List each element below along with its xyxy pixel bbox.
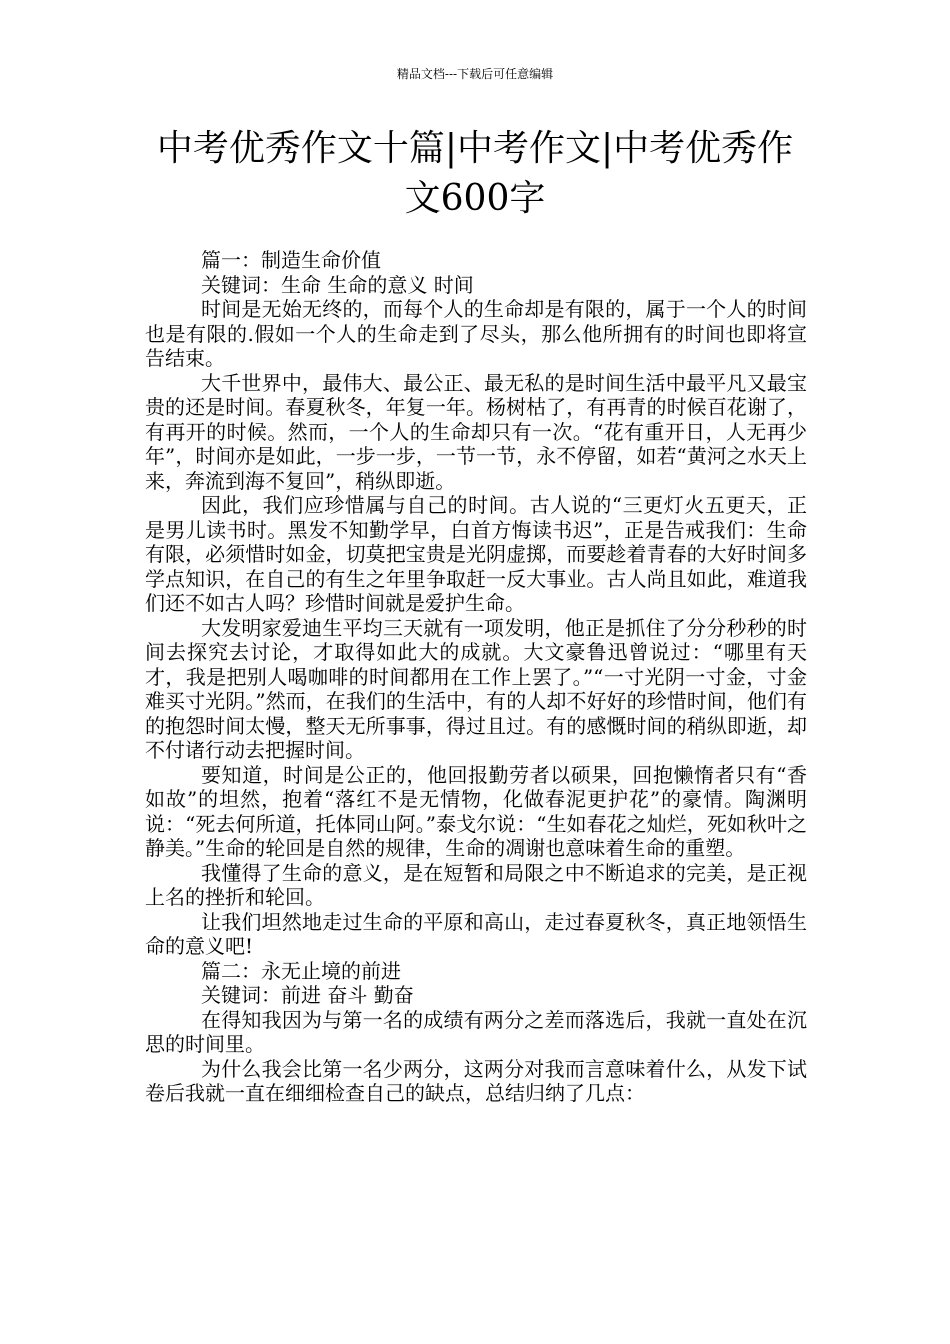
section-heading-1: 篇一：制造生命价值 <box>201 248 381 272</box>
paragraph: 因此，我们应珍惜属与自己的时间。古人说的“三更灯火五更天，正是男儿读书时。黑发不知勤学早，白首方悔读书迟”，正是告戒我们：生命有限，必须惜时如金，切莫把宝贵是光阴虚掷，而要趁着青春的大好时间多学点知识，在自己的有生之年里争取赶一反大事业。古人尚且如此，难道我们还不如古人吗？珍惜时间就是爱护生命。 <box>145 493 807 615</box>
paragraph: 让我们坦然地走过生命的平原和高山，走过春夏秋冬，真正地领悟生命的意义吧! <box>145 909 807 958</box>
keywords-1: 关键词：生命 生命的意义 时间 <box>201 272 474 297</box>
paragraph: 大千世界中，最伟大、最公正、最无私的是时间生活中最平凡又最宝贵的还是时间。春夏秋冬，年复一年。杨树枯了，有再青的时候百花谢了，有再开的时候。然而，一个人的生命却只有一次。“花有重开日，人无再少年”，时间亦是如此，一步一步，一节一节，永不停留，如若“黄河之水天上来，奔流到海不复回”，稍纵即逝。 <box>145 370 807 493</box>
paragraph: 在得知我因为与第一名的成绩有两分之差而落选后，我就一直处在沉思的时间里。 <box>145 1007 807 1056</box>
paragraph: 时间是无始无终的，而每个人的生命却是有限的，属于一个人的时间也是有限的.假如一个人的生命走到了尽头，那么他所拥有的时间也即将宣告结束。 <box>145 297 807 370</box>
paragraph: 为什么我会比第一名少两分，这两分对我而言意味着什么，从发下试卷后我就一直在细细检查自己的缺点，总结归纳了几点： <box>145 1056 807 1105</box>
paragraph: 大发明家爱迪生平均三天就有一项发明，他正是抓住了分分秒秒的时间去探究去讨论，才取得如此大的成就。大文豪鲁迅曾说过：“哪里有天才，我是把别人喝咖啡的时间都用在工作上罢了。”“一寸光阴一寸金，寸金难买寸光阴。”然而，在我们的生活中，有的人却不好好的珍惜时间，他们有的抱怨时间太慢，整天无所事事，得过且过。有的感慨时间的稍纵即逝，却不付诸行动去把握时间。 <box>145 615 807 762</box>
paragraph: 我懂得了生命的意义，是在短暂和局限之中不断追求的完美，是正视上名的挫折和轮回。 <box>145 860 807 909</box>
paragraph: 要知道，时间是公正的，他回报勤劳者以硕果，回抱懒惰者只有“香如故”的坦然，抱着“落红不是无情物，化做春泥更护花”的豪情。陶渊明说：“死去何所道，托体同山阿。”泰戈尔说：“生如春花之灿烂，死如秋叶之静美。”生命的轮回是自然的规律，生命的凋谢也意味着生命的重塑。 <box>145 762 807 860</box>
title-line-2: 文600字 <box>404 178 546 219</box>
document-title <box>120 124 830 224</box>
page-header: 精品文档---下载后可任意编辑 <box>396 67 554 81</box>
document-body <box>145 248 807 1106</box>
keywords-2: 关键词：前进 奋斗 勤奋 <box>201 983 414 1007</box>
title-line-1: 中考优秀作文十篇|中考作文|中考优秀作 <box>156 128 794 169</box>
section-heading-2: 篇二：永无止境的前进 <box>201 958 401 983</box>
